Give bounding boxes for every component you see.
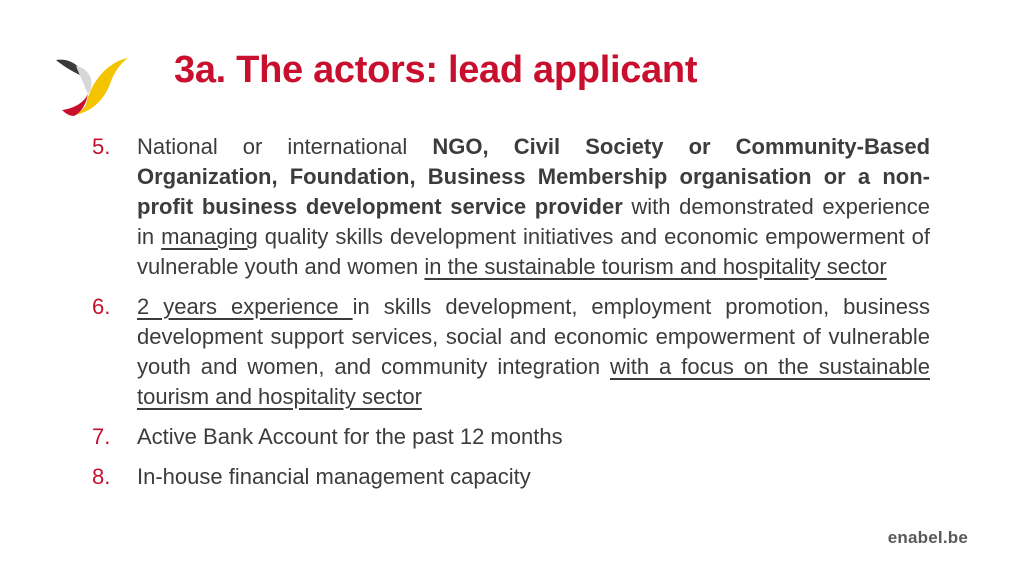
text-segment: In-house financial management capacity bbox=[137, 464, 531, 489]
list-item-text bbox=[137, 292, 930, 412]
list-item bbox=[90, 462, 930, 492]
text-segment: in skills development, employment promotion, business development support services, social and economic empowerment of vulnerable youth and women, and community integration bbox=[137, 294, 930, 379]
list-item-number: 8. bbox=[92, 464, 111, 489]
list-item-text bbox=[137, 422, 930, 452]
enabel-logo-icon bbox=[54, 54, 130, 120]
underlined-text-segment: 2 years experience bbox=[137, 294, 353, 319]
list-item bbox=[90, 292, 930, 412]
bold-text-segment: NGO, Civil Society or Community-Based Organization, Foundation, Business Membership organisation or a non-profit business development service provider bbox=[137, 134, 931, 219]
underlined-text-segment: with a focus on the sustainable tourism and hospitality sector bbox=[137, 354, 930, 409]
footer-brand: enabel.be bbox=[887, 528, 968, 547]
requirements-list bbox=[90, 132, 930, 502]
underlined-text-segment: in the sustainable tourism and hospitality sector bbox=[424, 254, 887, 279]
slide-title: 3a. The actors: lead applicant bbox=[174, 49, 698, 91]
text-segment: Active Bank Account for the past 12 months bbox=[137, 424, 563, 449]
list-item-number: 6. bbox=[92, 294, 111, 319]
list-item-text bbox=[137, 462, 930, 492]
list-item bbox=[90, 132, 930, 282]
list-item-number: 5. bbox=[92, 134, 111, 159]
text-segment: National or international bbox=[137, 134, 433, 159]
list-item bbox=[90, 422, 930, 452]
list-item-text bbox=[137, 132, 930, 282]
text-segment: quality skills development initiatives and economic empowerment of vulnerable youth and women bbox=[137, 224, 930, 279]
text-segment: with demonstrated experience in bbox=[137, 194, 930, 249]
underlined-text-segment: managing bbox=[161, 224, 258, 249]
list-item-number: 7. bbox=[92, 424, 111, 449]
